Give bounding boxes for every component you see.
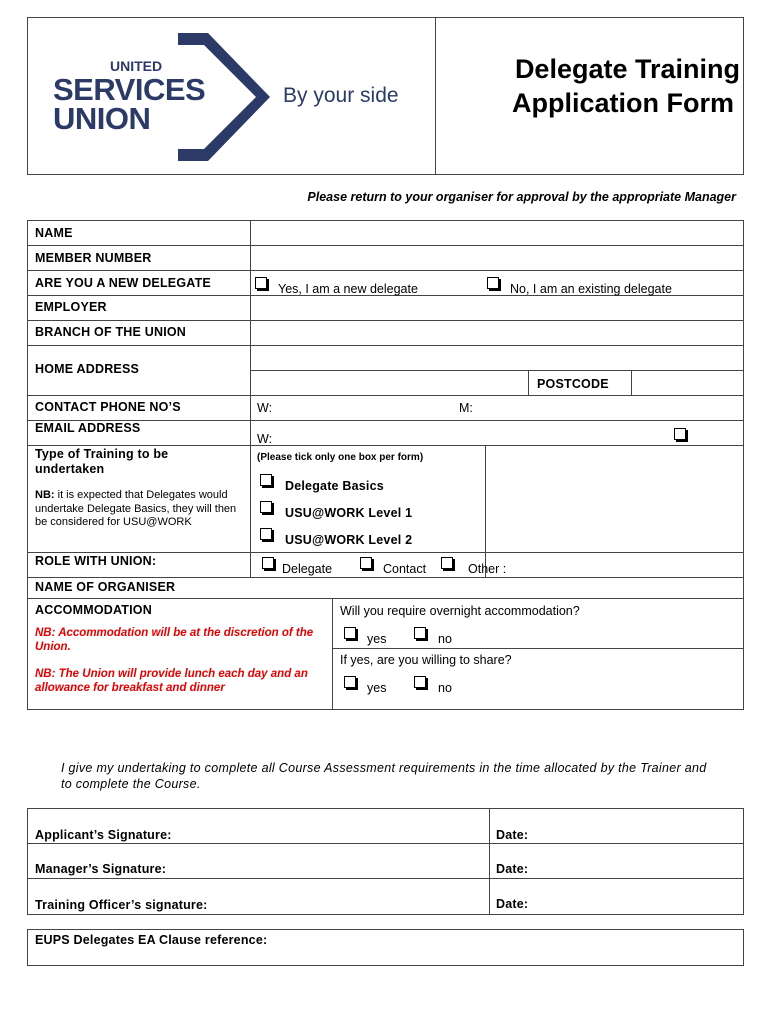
applicant-signature-label: Applicant’s Signature: <box>35 828 172 842</box>
role-delegate-checkbox[interactable] <box>262 557 274 569</box>
accommodation-label: ACCOMMODATION <box>35 603 152 617</box>
usu-work-level2-checkbox[interactable] <box>260 528 272 540</box>
logo-tagline: By your side <box>283 84 399 107</box>
accommodation-note-2: NB: The Union will provide lunch each day and an allowance for breakfast and dinner <box>35 668 308 694</box>
share-question: If yes, are you willing to share? <box>340 653 512 667</box>
overnight-yes-label: yes <box>367 632 387 646</box>
email-work-label: W: <box>257 432 273 446</box>
undertaking-text: I give my undertaking to complete all Course Assessment requirements in the time allocated by the Trainer and to complete the Course. <box>61 761 707 791</box>
share-no-checkbox[interactable] <box>414 676 426 688</box>
home-address-label: HOME ADDRESS <box>35 362 140 376</box>
training-type-label: Type of Training to be undertaken <box>35 447 169 476</box>
share-yes-label: yes <box>367 681 387 695</box>
overnight-no-checkbox[interactable] <box>414 627 426 639</box>
employer-field[interactable] <box>251 296 743 320</box>
existing-delegate-checkbox[interactable] <box>487 277 499 289</box>
training-note-nb: NB: <box>35 489 55 501</box>
phone-work-label: W: <box>257 401 273 415</box>
organiser-label: NAME OF ORGANISER <box>35 580 176 594</box>
usu-work-level1-checkbox[interactable] <box>260 501 272 513</box>
new-delegate-yes-label: Yes, I am a new delegate <box>278 282 418 296</box>
employer-label: EMPLOYER <box>35 300 107 314</box>
eups-label: EUPS Delegates EA Clause reference: <box>35 933 268 947</box>
page-title-line1: Delegate Training <box>514 54 740 84</box>
email-label: EMAIL ADDRESS <box>35 421 141 435</box>
page-title-line2: Application Form <box>512 88 734 118</box>
delegate-basics-label: Delegate Basics <box>285 479 384 493</box>
phone-mobile-label: M: <box>459 401 473 415</box>
postcode-field[interactable] <box>632 371 743 395</box>
training-note <box>35 489 245 530</box>
overnight-question: Will you require overnight accommodation? <box>340 604 580 618</box>
branch-field[interactable] <box>251 321 743 345</box>
usu-work-level2-label: USU@WORK Level 2 <box>285 533 413 547</box>
name-field[interactable] <box>251 221 743 245</box>
postcode-label: POSTCODE <box>537 377 609 391</box>
tick-note: (Please tick only one box per form) <box>257 452 424 463</box>
role-contact-label: Contact <box>383 562 427 576</box>
instruction-text: Please return to your organiser for approval by the appropriate Manager <box>307 190 736 204</box>
header-divider <box>435 17 436 175</box>
new-delegate-label: ARE YOU A NEW DELEGATE <box>35 276 211 290</box>
logo-united: UNITED <box>110 58 163 74</box>
share-yes-checkbox[interactable] <box>344 676 356 688</box>
overnight-yes-checkbox[interactable] <box>344 627 356 639</box>
training-officer-signature-label: Training Officer’s signature: <box>35 898 208 912</box>
organiser-field[interactable] <box>251 578 743 598</box>
training-note-text: it is expected that Delegates would undertake Delegate Basics, they will then be considered for USU@WORK <box>35 489 237 528</box>
training-officer-date-label: Date: <box>496 897 529 911</box>
role-contact-checkbox[interactable] <box>360 557 372 569</box>
role-other-checkbox[interactable] <box>441 557 453 569</box>
existing-delegate-label: No, I am an existing delegate <box>510 282 672 296</box>
member-number-field[interactable] <box>251 246 743 270</box>
new-delegate-yes-checkbox[interactable] <box>255 277 267 289</box>
role-delegate-label: Delegate <box>282 562 333 576</box>
branch-label: BRANCH OF THE UNION <box>35 325 187 339</box>
home-address-field[interactable] <box>251 346 743 370</box>
delegate-basics-checkbox[interactable] <box>260 474 272 486</box>
contact-phone-label: CONTACT PHONE NO’S <box>35 400 181 414</box>
logo-union: UNION <box>53 101 151 136</box>
role-other-label: Other : <box>468 562 507 576</box>
overnight-no-label: no <box>438 632 452 646</box>
manager-signature-label: Manager’s Signature: <box>35 862 167 876</box>
manager-date-label: Date: <box>496 862 529 876</box>
accommodation-note-1: NB: Accommodation will be at the discretion of the Union. <box>35 627 314 653</box>
role-label: ROLE WITH UNION: <box>35 554 157 568</box>
usu-work-level1-label: USU@WORK Level 1 <box>285 506 413 520</box>
logo-services: SERVICES <box>53 72 206 107</box>
member-number-label: MEMBER NUMBER <box>35 251 152 265</box>
share-no-label: no <box>438 681 452 695</box>
applicant-date-label: Date: <box>496 828 529 842</box>
email-checkbox[interactable] <box>674 428 686 440</box>
name-label: NAME <box>35 226 73 240</box>
